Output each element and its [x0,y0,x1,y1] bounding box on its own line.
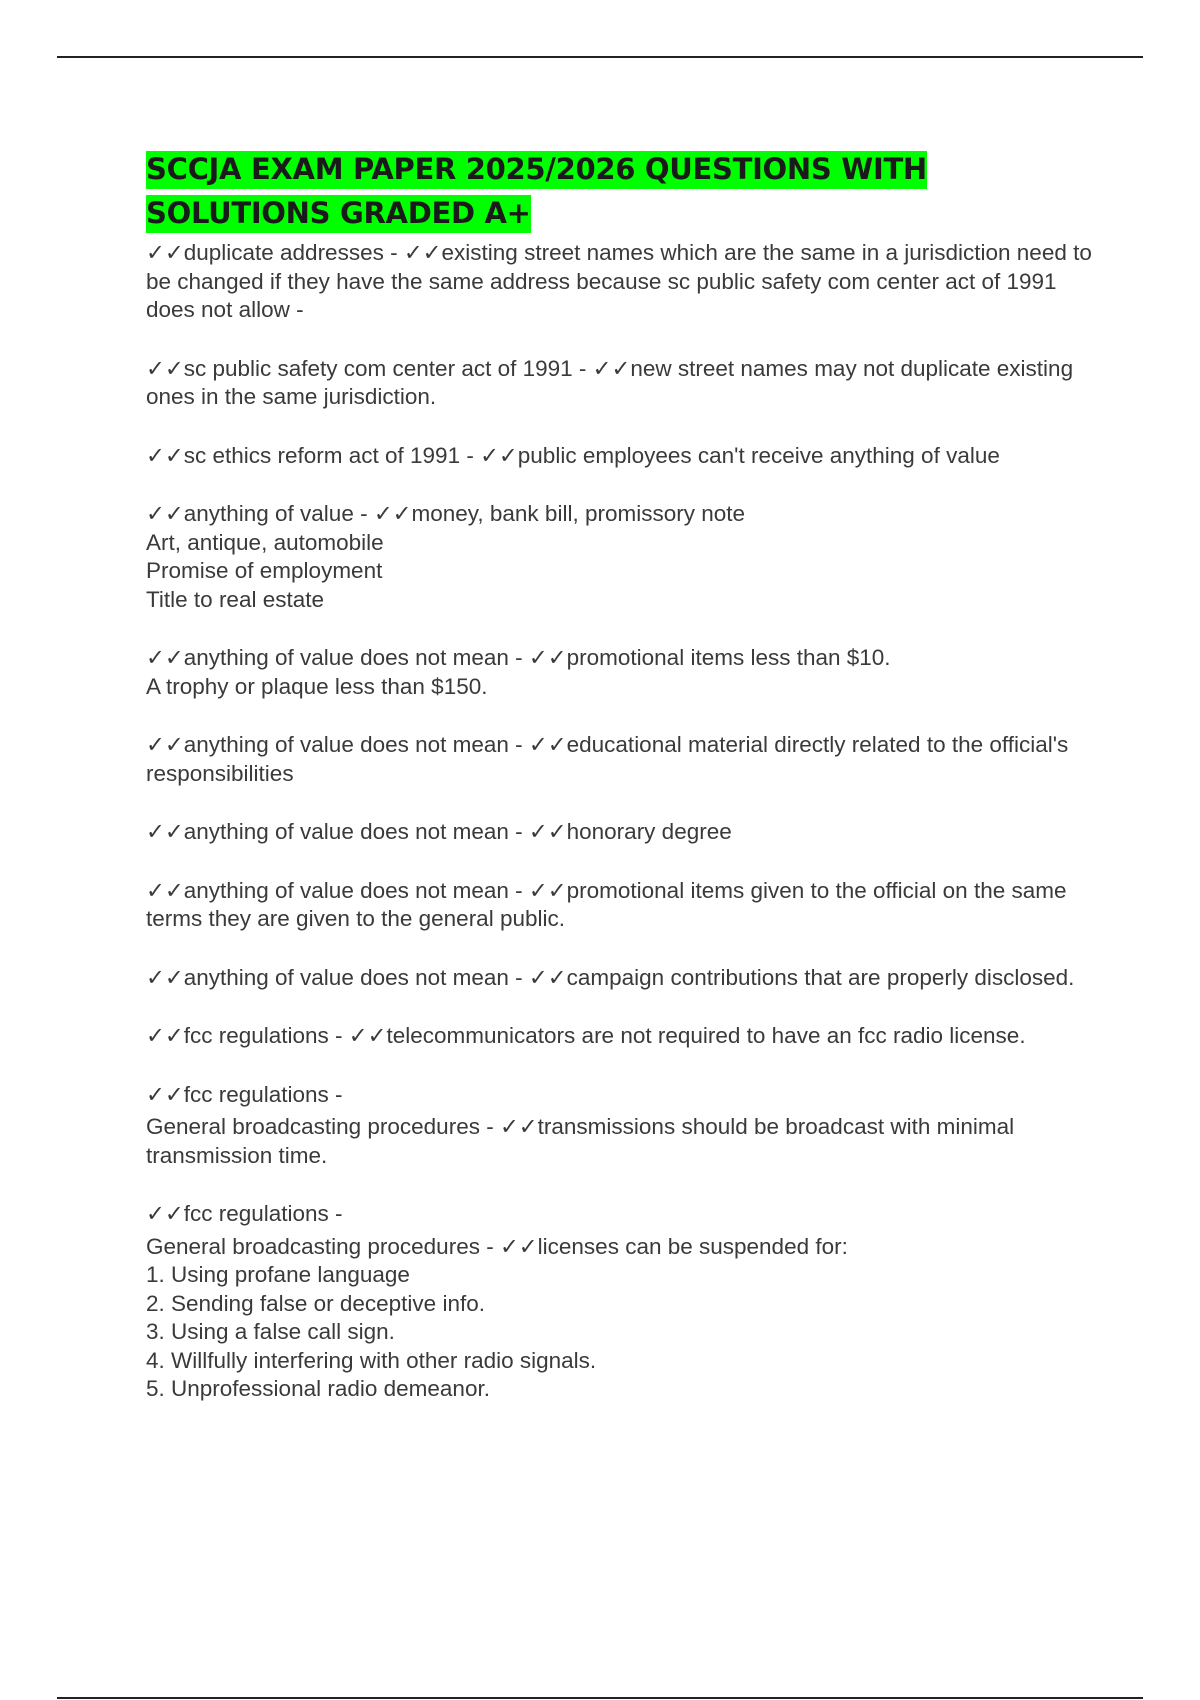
qa-entry-not-mean-campaign [146,964,1096,993]
entry-line: ✓✓fcc regulations - [146,1201,343,1226]
qa-entry-fcc-transmission-time [146,1081,1096,1171]
entry-line: ✓✓sc public safety com center act of 1991 - ✓✓new street names may not duplicate existing ones in the same jurisdiction. [146,355,1074,409]
entry-line: Promise of employment [146,558,383,583]
entry-line: Art, antique, automobile [146,529,384,555]
qa-entry-anything-of-value [146,500,1096,614]
qa-entry-not-mean-honorary [146,818,1096,847]
entry-line: General broadcasting procedures - ✓✓transmissions should be broadcast with minimal transmission time. [146,1114,1015,1168]
qa-entry-not-mean-general-public [146,877,1096,934]
qa-entry-com-center-act [146,355,1096,412]
top-rule [57,56,1143,58]
entry-line: ✓✓duplicate addresses - ✓✓existing street names which are the same in a jurisdiction need to be changed if they have the same address because sc public safety com center act of 1991 does not allow - [146,240,1092,322]
entry-line: A trophy or plaque less than $150. [146,673,488,699]
bottom-rule [57,1697,1143,1699]
entry-line: ✓✓anything of value does not mean - ✓✓promotional items given to the official on the same terms they are given to the general public. [146,877,1067,931]
entry-line: ✓✓anything of value does not mean - ✓✓honorary degree [146,819,732,844]
entry-line: ✓✓fcc regulations - [146,1081,343,1107]
entry-line: ✓✓anything of value - ✓✓money, bank bill, promissory note [146,501,746,526]
entry-line: ✓✓anything of value does not mean - ✓✓educational material directly related to the official's responsibilities [146,732,1069,786]
qa-entry-duplicate-addresses [146,239,1096,325]
list-item: 5. Unprofessional radio demeanor. [146,1376,490,1401]
entry-line: General broadcasting procedures - ✓✓licenses can be suspended for: [146,1233,848,1259]
entry-line: ✓✓anything of value does not mean - ✓✓promotional items less than $10. [146,645,891,670]
entry-line: ✓✓fcc regulations - ✓✓telecommunicators are not required to have an fcc radio license. [146,1023,1026,1048]
document-body [146,147,1096,1434]
qa-entry-not-mean-promotional [146,644,1096,701]
entry-line: ✓✓anything of value does not mean - ✓✓campaign contributions that are properly disclosed. [146,964,1075,990]
qa-entry-not-mean-educational [146,731,1096,788]
entry-line: ✓✓sc ethics reform act of 1991 - ✓✓public employees can't receive anything of value [146,442,1000,468]
qa-entry-fcc-suspension [146,1200,1096,1404]
document-title [146,147,1096,235]
list-item: 2. Sending false or deceptive info. [146,1290,485,1316]
title-highlight: SCCJA EXAM PAPER 2025/2026 QUESTIONS WITH SOLUTIONS GRADED A+ [146,151,927,233]
list-item: 3. Using a false call sign. [146,1319,395,1344]
entry-line: Title to real estate [146,586,325,612]
qa-entry-ethics-reform-act [146,442,1096,471]
list-item: 4. Willfully interfering with other radio signals. [146,1347,597,1373]
qa-entry-fcc-license [146,1022,1096,1051]
list-item: 1. Using profane language [146,1262,410,1287]
